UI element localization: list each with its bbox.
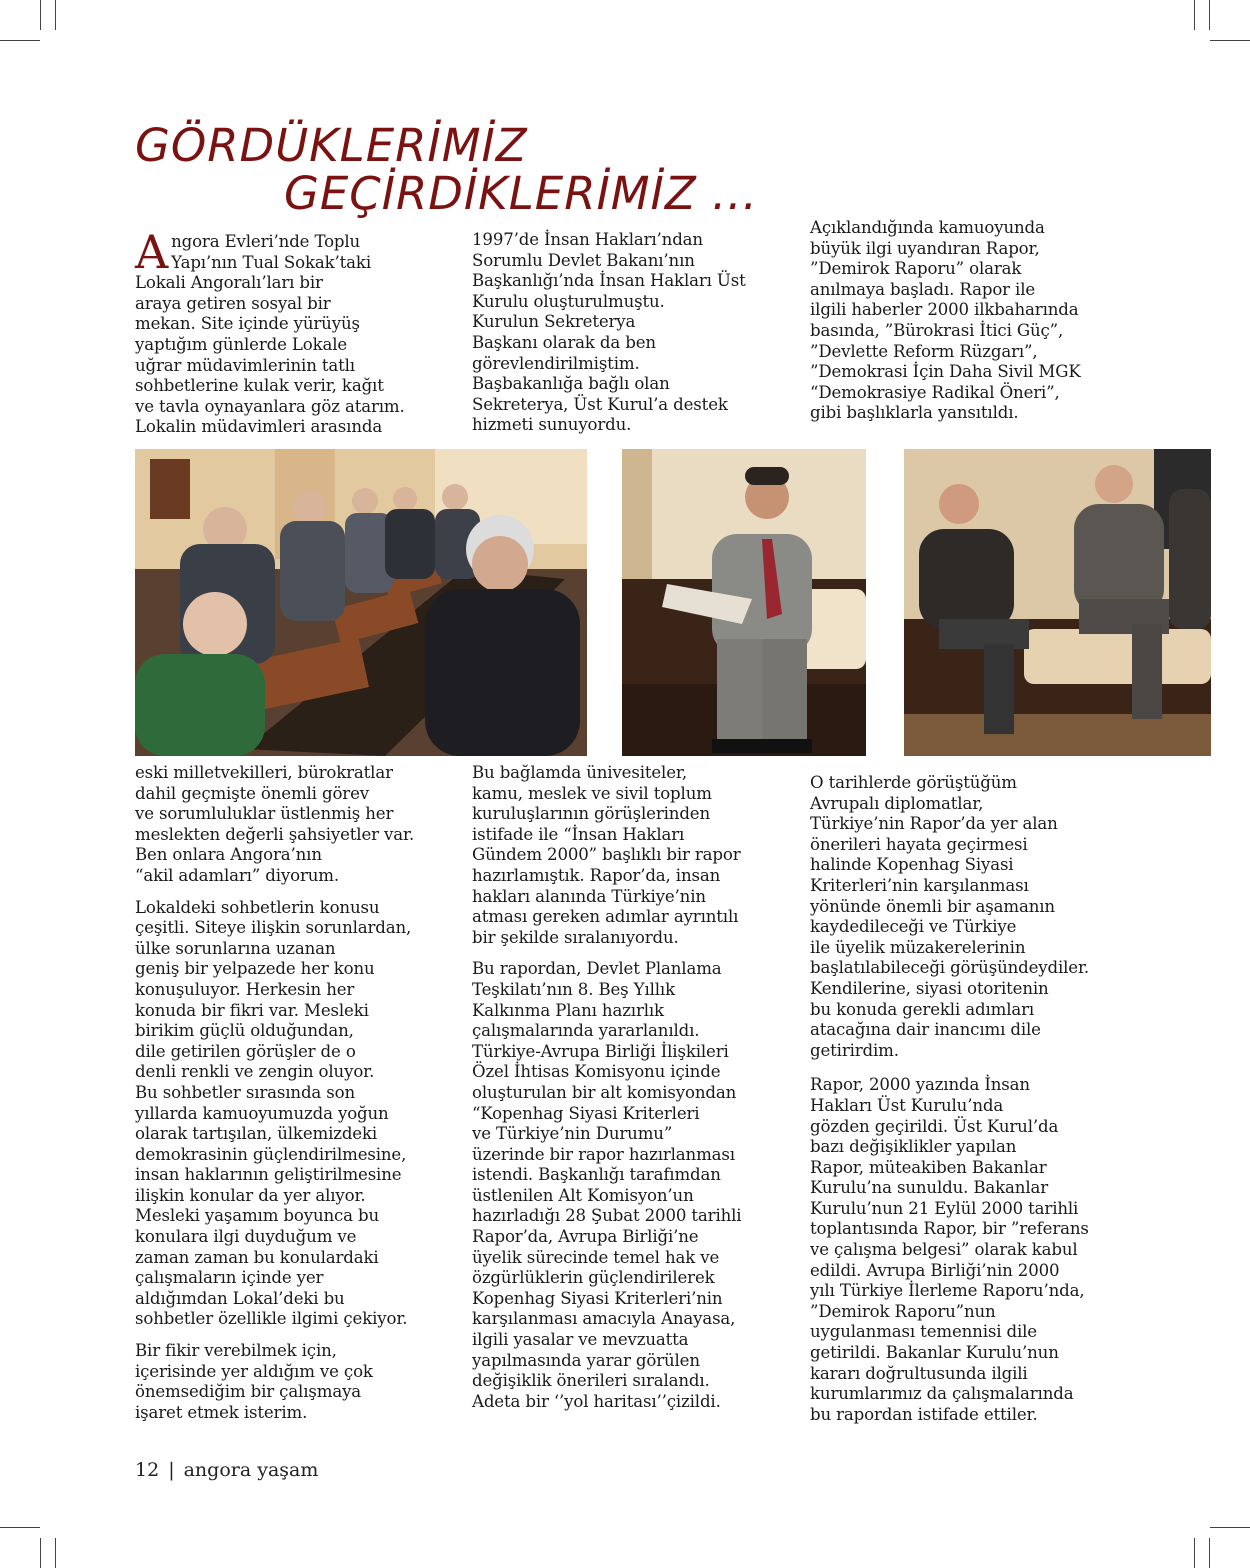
photo-man-on-sofa [622,449,866,756]
top-column-1-text: ngora Evleri’nde Toplu Yapı’nın Tual Sokak’taki Lokali Angoralı’ları bir araya getiren sosyal bir mekan. Site içinde yürüyüş yaptığım günlerde Lokale uğrar müdavimlerinin tatlı sohbetlerine kulak verir, kağıt ve tavla oynayanlara göz atarım. Lokalin müdavimleri arasında [135,232,405,437]
page-number: 12 [135,1459,160,1481]
page-footer [135,1458,318,1482]
drop-cap: A [135,225,169,279]
magazine-name: angora yaşam [183,1459,319,1481]
photo-two-men-seated [904,449,1211,756]
paragraph: O tarihlerde görüştüğüm Avrupalı diplomatlar, Türkiye’nin Rapor’da yer alan önerileri hayata geçirmesi halinde Kopenhag Siyasi Kriterleri’nin karşılanması yönünde önemli bir aşamanın kaydedileceği ve Türkiye ile üyelik müzakerelerinin başlatılabileceği görüşündeydiler. Kendilerine, siyasi otoritenin bu konuda gerekli adımları atacağına dair inancımı dile getirirdim. [810,773,1090,1060]
footer-separator: | [168,1459,175,1481]
title-line-1: GÖRDÜKLERİMİZ [135,119,528,172]
bottom-column-1 [135,763,460,1434]
top-column-3-text: Açıklandığında kamuoyunda büyük ilgi uyandıran Rapor, ”Demirok Raporu” olarak anılmaya başladı. Rapor ile ilgili haberler 2000 ilkbaharında basında, ”Bürokrasi İtici Güç”, ”Devlette Reform Rüzgarı”, ”Demokrasi İçin Daha Sivil MGK “Demokrasiye Radikal Öneri”, gibi başlıklarla yansıtıldı. [810,218,1081,423]
paragraph: Bir fikir verebilmek için, içerisinde yer aldığım ve çok önemsediğim bir çalışmaya işaret etmek isterim. [135,1341,373,1422]
top-column-2-text: 1997’de İnsan Hakları’ndan Sorumlu Devlet Bakanı’nın Başkanlığı’nda İnsan Hakları Üst Kurulu oluşturulmuştu. Kurulun Sekreterya Başkanı olarak da ben görevlendirilmiştim. Başbakanlığa bağlı olan Sekreterya, Üst Kurul’a destek hizmeti sunuyordu. [472,230,746,435]
paragraph: eski milletvekilleri, bürokratlar dahil geçmişte önemli görev ve sorumluluklar üstlenmiş her meslekten değerli şahsiyetler var. Ben onlara Angora’nın “akil adamları” diyorum. [135,763,415,885]
top-column-1 [135,225,455,449]
photo-backgammon-players [135,449,587,756]
bottom-column-2 [472,763,797,1423]
paragraph: Bu bağlamda ünivesiteler, kamu, meslek ve sivil toplum kuruluşlarının görüşlerinden istifade ile “İnsan Hakları Gündem 2000” başlıklı bir rapor hazırlamıştık. Rapor’da, insan hakları alanında Türkiye’nin atması gereken adımlar ayrıntılı bir şekilde sıralanıyordu. [472,763,741,947]
paragraph: Bu rapordan, Devlet Planlama Teşkilatı’nın 8. Beş Yıllık Kalkınma Planı hazırlık çalışmalarında yararlanıldı. Türkiye-Avrupa Birliği İlişkileri Özel İhtisas Komisyonu içinde oluşturulan bir alt komisyondan “Kopenhag Siyasi Kriterleri ve Türkiye’nin Durumu” üzerinde bir rapor hazırlanması istendi. Başkanlığı tarafımdan üstlenilen Alt Komisyon’un hazırladığı 28 Şubat 2000 tarihli Rapor’da, Avrupa Birliği’ne üyelik sürecinde temel hak ve özgürlüklerin güçlendirilerek Kopenhag Siyasi Kriterleri’nin karşılanması amacıyla Anayasa, ilgili yasalar ve mevzuatta yapılmasında yarar görülen değişiklik önerileri sıralandı. Adeta bir ‘’yol haritası’’çizildi. [472,959,742,1411]
article-title [135,119,758,220]
top-column-2 [472,230,792,447]
paragraph: Rapor, 2000 yazında İnsan Hakları Üst Kurulu’nda gözden geçirildi. Üst Kurul’da bazı değişiklikler yapılan Rapor, müteakiben Bakanlar Kurulu’na sunuldu. Bakanlar Kurulu’nun 21 Eylül 2000 tarihli toplantısında Rapor, bir ”referans ve çalışma belgesi” olarak kabul edildi. Avrupa Birliği’nin 2000 yılı Türkiye İlerleme Raporu’nda, ”Demirok Raporu”nun uygulanması temennisi dile getirildi. Bakanlar Kurulu’nun kararı doğrultusunda ilgili kurumlarımız da çalışmalarında bu rapordan istifade ettiler. [810,1075,1089,1424]
title-line-2: GEÇİRDİKLERİMİZ ... [284,167,758,220]
paragraph: Lokaldeki sohbetlerin konusu çeşitli. Siteye ilişkin sorunlardan, ülke sorunlarına uzanan geniş bir yelpazede her konu konuşuluyor. Herkesin her konuda bir fikri var. Mesleki birikim güçlü olduğundan, dile getirilen görüşler de o denli renkli ve zengin oluyor. Bu sohbetler sırasında son yıllarda kamuoyumuzda yoğun olarak tartışılan, ülkemizdeki demokrasinin güçlendirilmesine, insan haklarının geliştirilmesine ilişkin konular da yer alıyor. Mesleki yaşamım boyunca bu konulara ilgi duyduğum ve zaman zaman bu konulardaki çalışmaların içinde yer aldığımdan Lokal’deki bu sohbetler özellikle ilgimi çekiyor. [135,897,412,1329]
bottom-column-3 [810,773,1140,1436]
top-column-3 [810,218,1130,435]
